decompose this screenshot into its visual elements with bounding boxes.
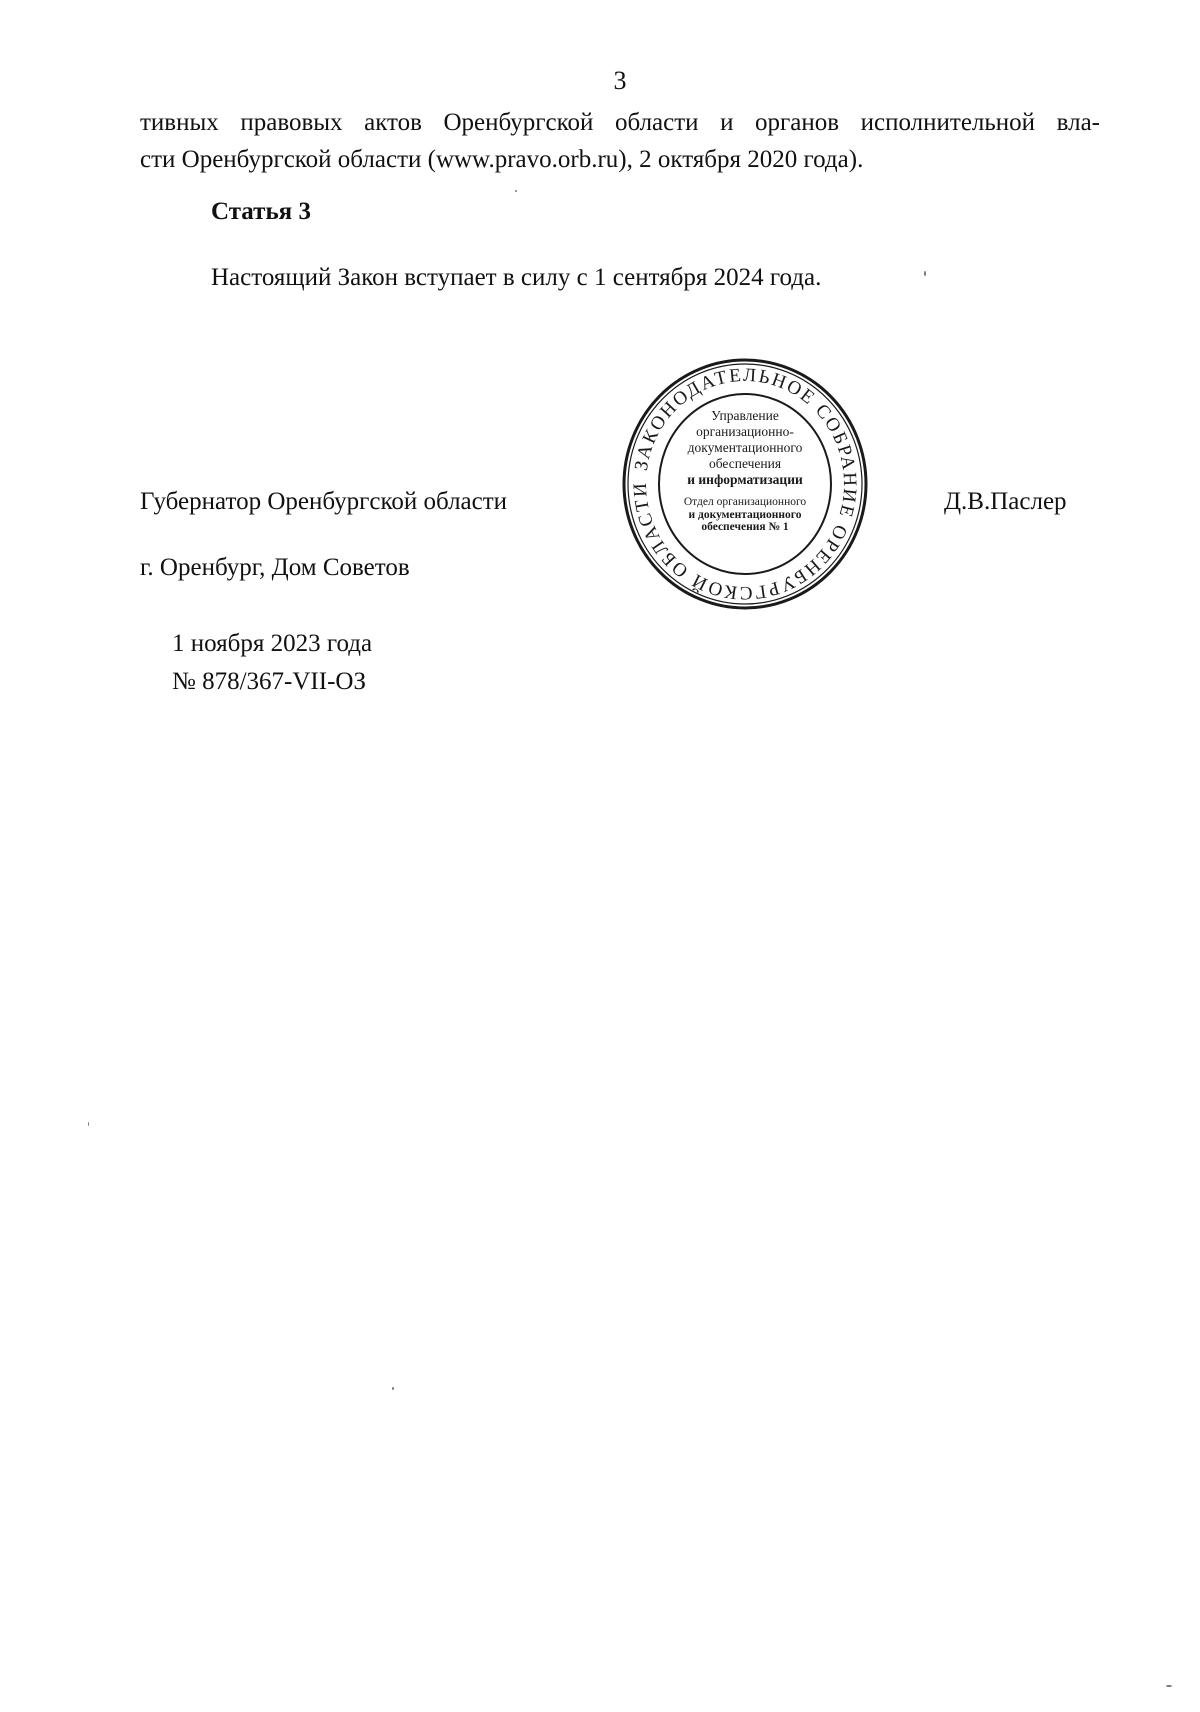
continuation-paragraph <box>140 104 1100 178</box>
seal-sub-line-2: и документационного <box>688 508 802 521</box>
scan-speck <box>88 1122 89 1126</box>
scan-speck <box>515 190 517 192</box>
seal-sub-line-1: Отдел организационного <box>683 496 807 508</box>
signing-place: г. Оренбург, Дом Советов <box>140 554 410 581</box>
seal-line-5: и информатизации <box>687 472 803 487</box>
scan-speck <box>392 1387 394 1390</box>
governor-title: Губернатор Оренбургской области <box>140 488 508 515</box>
continuation-line-1: тивных правовых актов Оренбургской области и органов исполнительной вла- <box>140 109 1100 136</box>
governor-name: Д.В.Паслер <box>944 488 1067 515</box>
article-heading: Статья 3 <box>211 198 311 225</box>
seal-sub-line-3: обеспечения № 1 <box>701 521 789 533</box>
page-number: 3 <box>613 66 627 95</box>
seal-center-text <box>662 408 828 534</box>
seal-ring-text: ЗАКОНОДАТЕЛЬНОЕ СОБРАНИЕ ОРЕНБУРГСКОЙ ОБЛАСТИ <box>629 364 861 604</box>
signing-date: 1 ноября 2023 года <box>172 630 373 657</box>
seal-line-1: Управление <box>711 408 779 423</box>
document-number: № 878/367-VII-ОЗ <box>172 668 366 695</box>
continuation-line-2: сти Оренбургской области (www.pravo.orb.ru), 2 октября 2020 года). <box>140 146 864 173</box>
seal-line-2: организационно- <box>696 424 794 439</box>
scan-speck <box>1166 1685 1172 1687</box>
seal-line-4: обеспечения <box>708 456 782 471</box>
article-body: Настоящий Закон вступает в силу с 1 сентября 2024 года. <box>211 264 822 291</box>
scan-speck <box>924 271 926 276</box>
seal-line-3: документационного <box>687 440 803 455</box>
